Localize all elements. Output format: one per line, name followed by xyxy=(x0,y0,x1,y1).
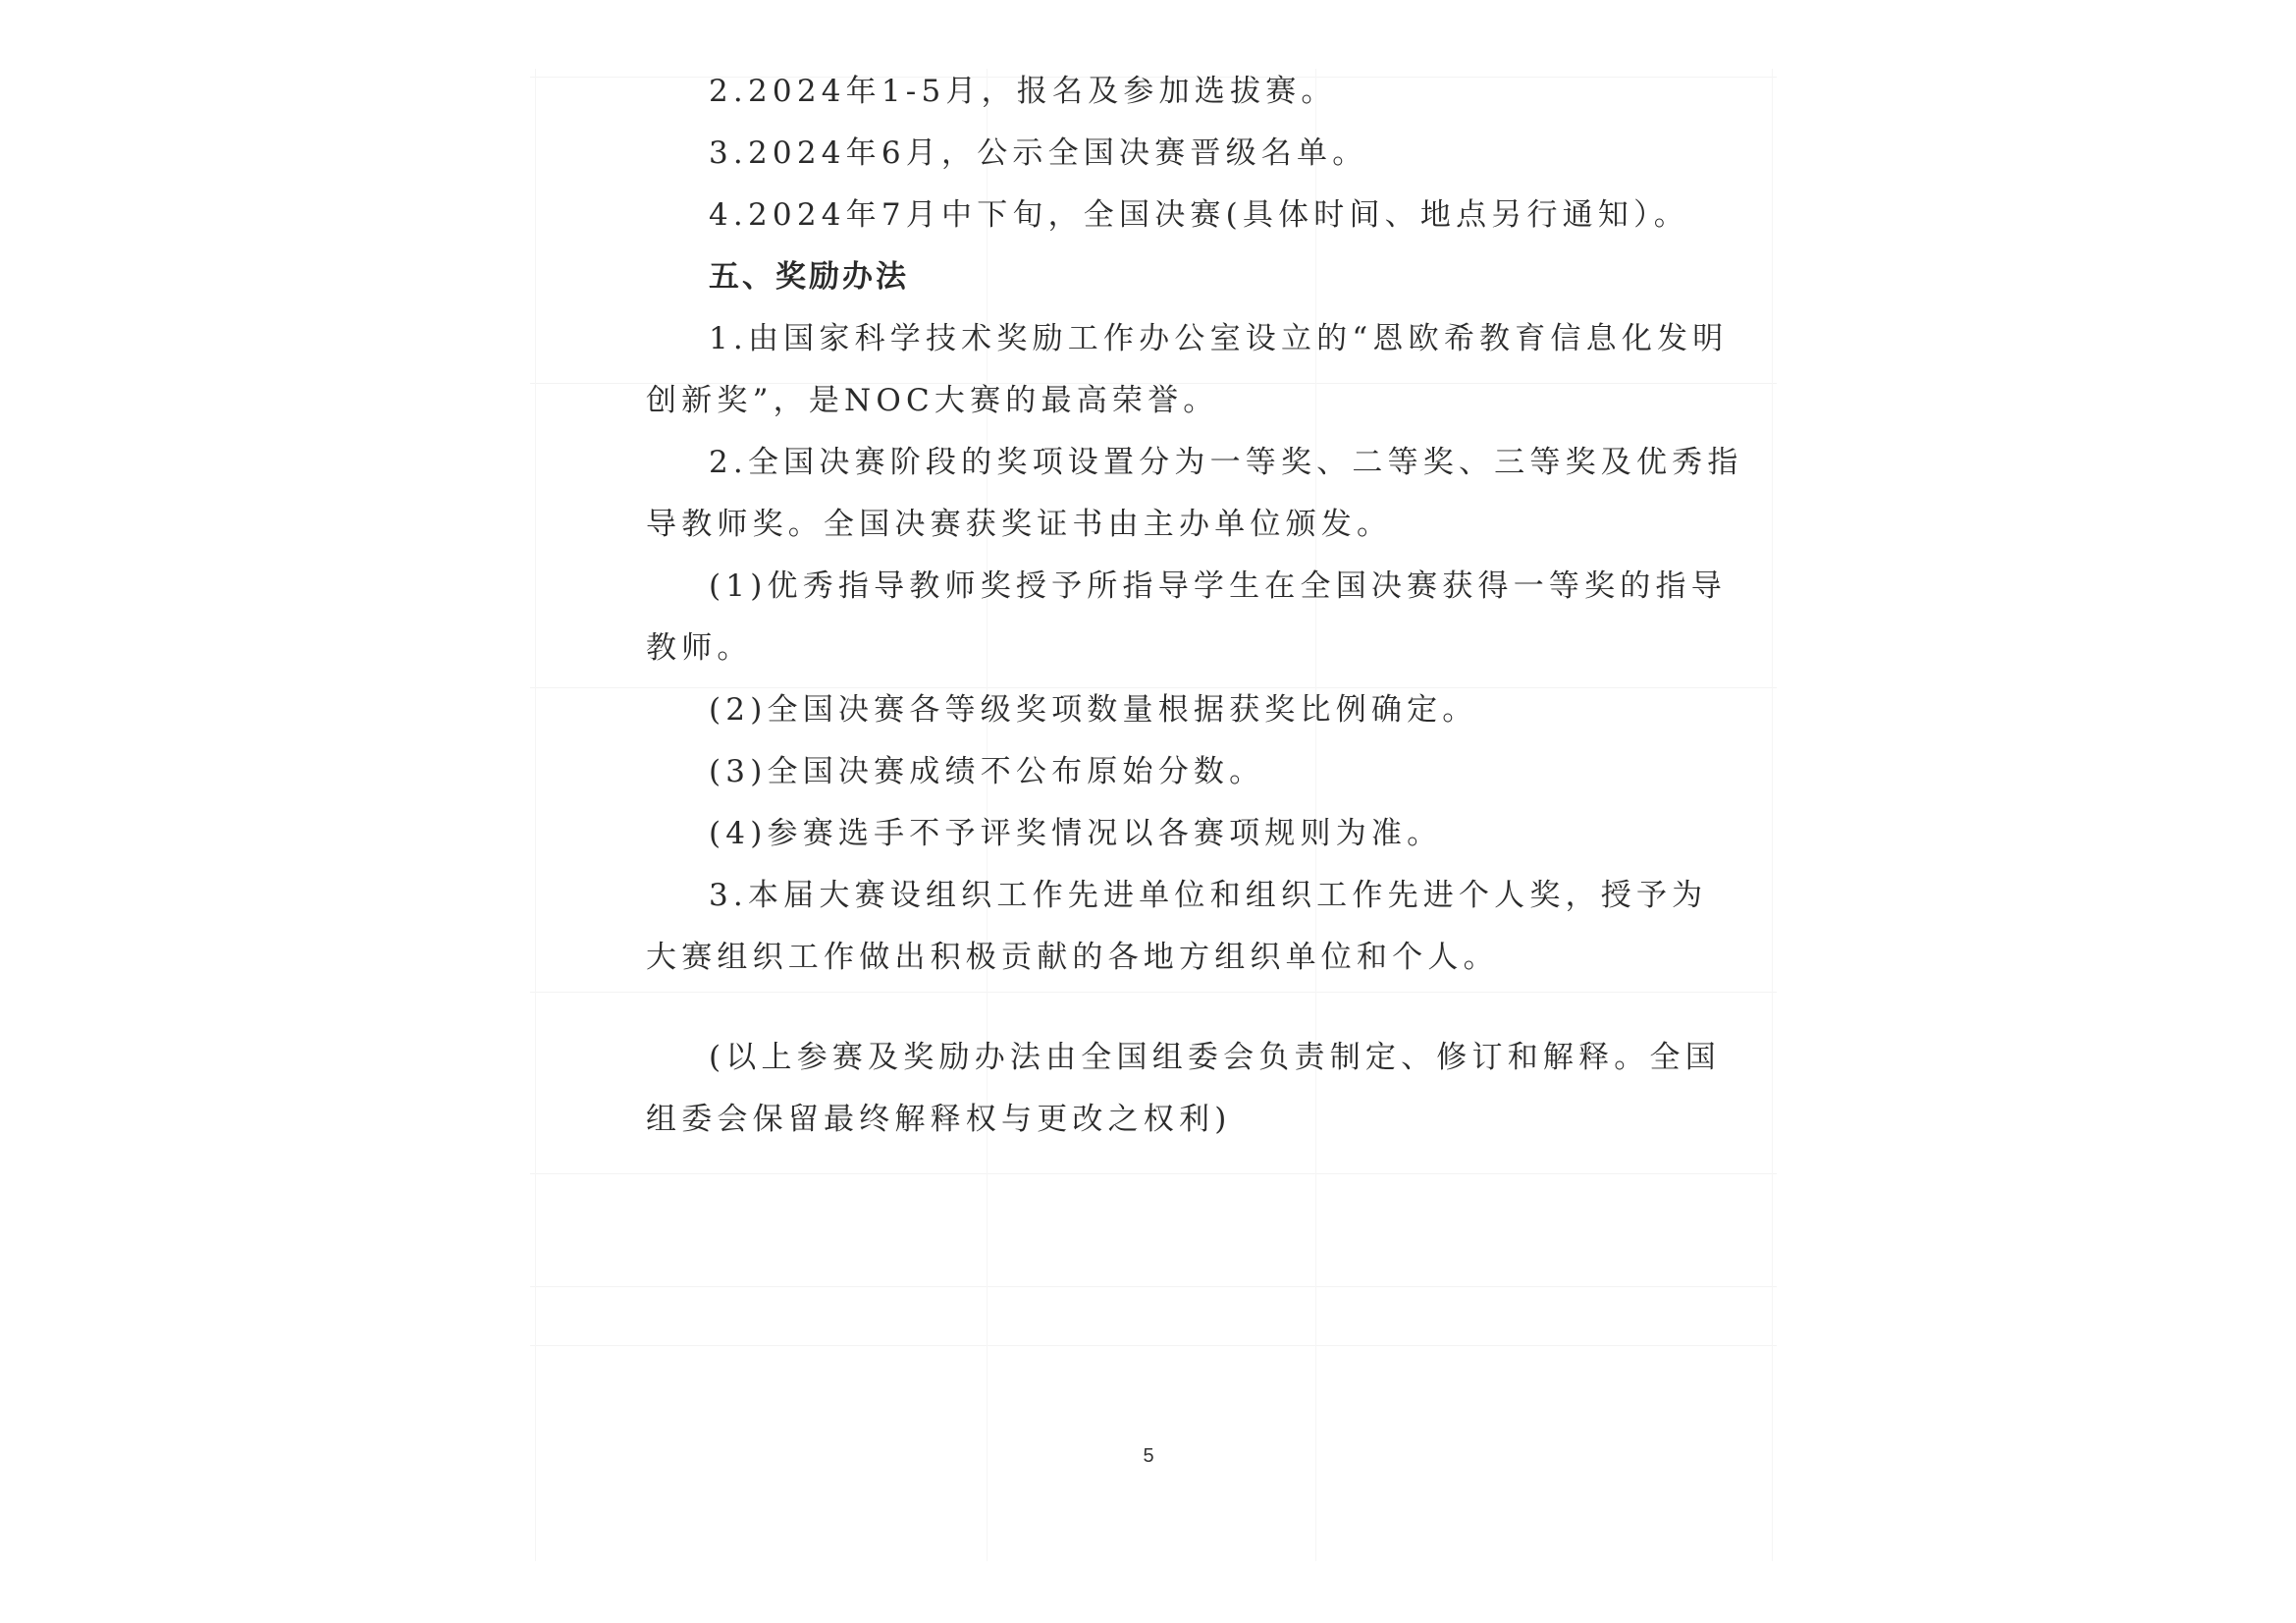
schedule-item-4: 4.2024年7月中下旬，全国决赛(具体时间、地点另行通知）。 xyxy=(709,197,1689,233)
reward-sub-item-4: (4)参赛选手不予评奖情况以各赛项规则为准。 xyxy=(709,816,1443,851)
disclaimer-line-2: 组委会保留最终解释权与更改之权利) xyxy=(646,1102,1232,1137)
reward-item-3-line-1: 3.本届大赛设组织工作先进单位和组织工作先进个人奖，授予为 xyxy=(709,878,1708,913)
scan-grid-line xyxy=(535,69,536,1561)
reward-item-2-line-2: 导教师奖。全国决赛获奖证书由主办单位颁发。 xyxy=(646,507,1393,542)
reward-sub-item-1-line-1: (1)优秀指导教师奖授予所指导学生在全国决赛获得一等奖的指导 xyxy=(709,568,1727,604)
reward-sub-item-1-line-2: 教师。 xyxy=(646,630,753,666)
scan-grid-line xyxy=(530,1286,1777,1287)
schedule-item-3: 3.2024年6月，公示全国决赛晋级名单。 xyxy=(709,135,1368,171)
reward-item-1-line-2: 创新奖”，是NOC大赛的最高荣誉。 xyxy=(646,383,1219,418)
reward-item-3-line-2: 大赛组织工作做出积极贡献的各地方组织单位和个人。 xyxy=(646,940,1499,975)
reward-item-2-line-1: 2.全国决赛阶段的奖项设置分为一等奖、二等奖、三等奖及优秀指 xyxy=(709,445,1743,480)
reward-sub-item-3: (3)全国决赛成绩不公布原始分数。 xyxy=(709,754,1265,789)
scan-grid-line xyxy=(530,1173,1777,1174)
reward-sub-item-2: (2)全国决赛各等级奖项数量根据获奖比例确定。 xyxy=(709,692,1478,728)
reward-item-1-line-1: 1.由国家科学技术奖励工作办公室设立的“恩欧希教育信息化发明 xyxy=(709,321,1729,356)
disclaimer-line-1: (以上参赛及奖励办法由全国组委会负责制定、修订和解释。全国 xyxy=(709,1040,1721,1075)
scan-grid-line xyxy=(1772,69,1773,1561)
schedule-item-2: 2.2024年1-5月，报名及参加选拔赛。 xyxy=(709,74,1337,109)
scan-grid-line xyxy=(530,992,1777,993)
scan-grid-line xyxy=(530,1345,1777,1346)
section-heading-rewards: 五、奖励办法 xyxy=(709,259,909,295)
page-number: 5 xyxy=(1143,1445,1154,1467)
